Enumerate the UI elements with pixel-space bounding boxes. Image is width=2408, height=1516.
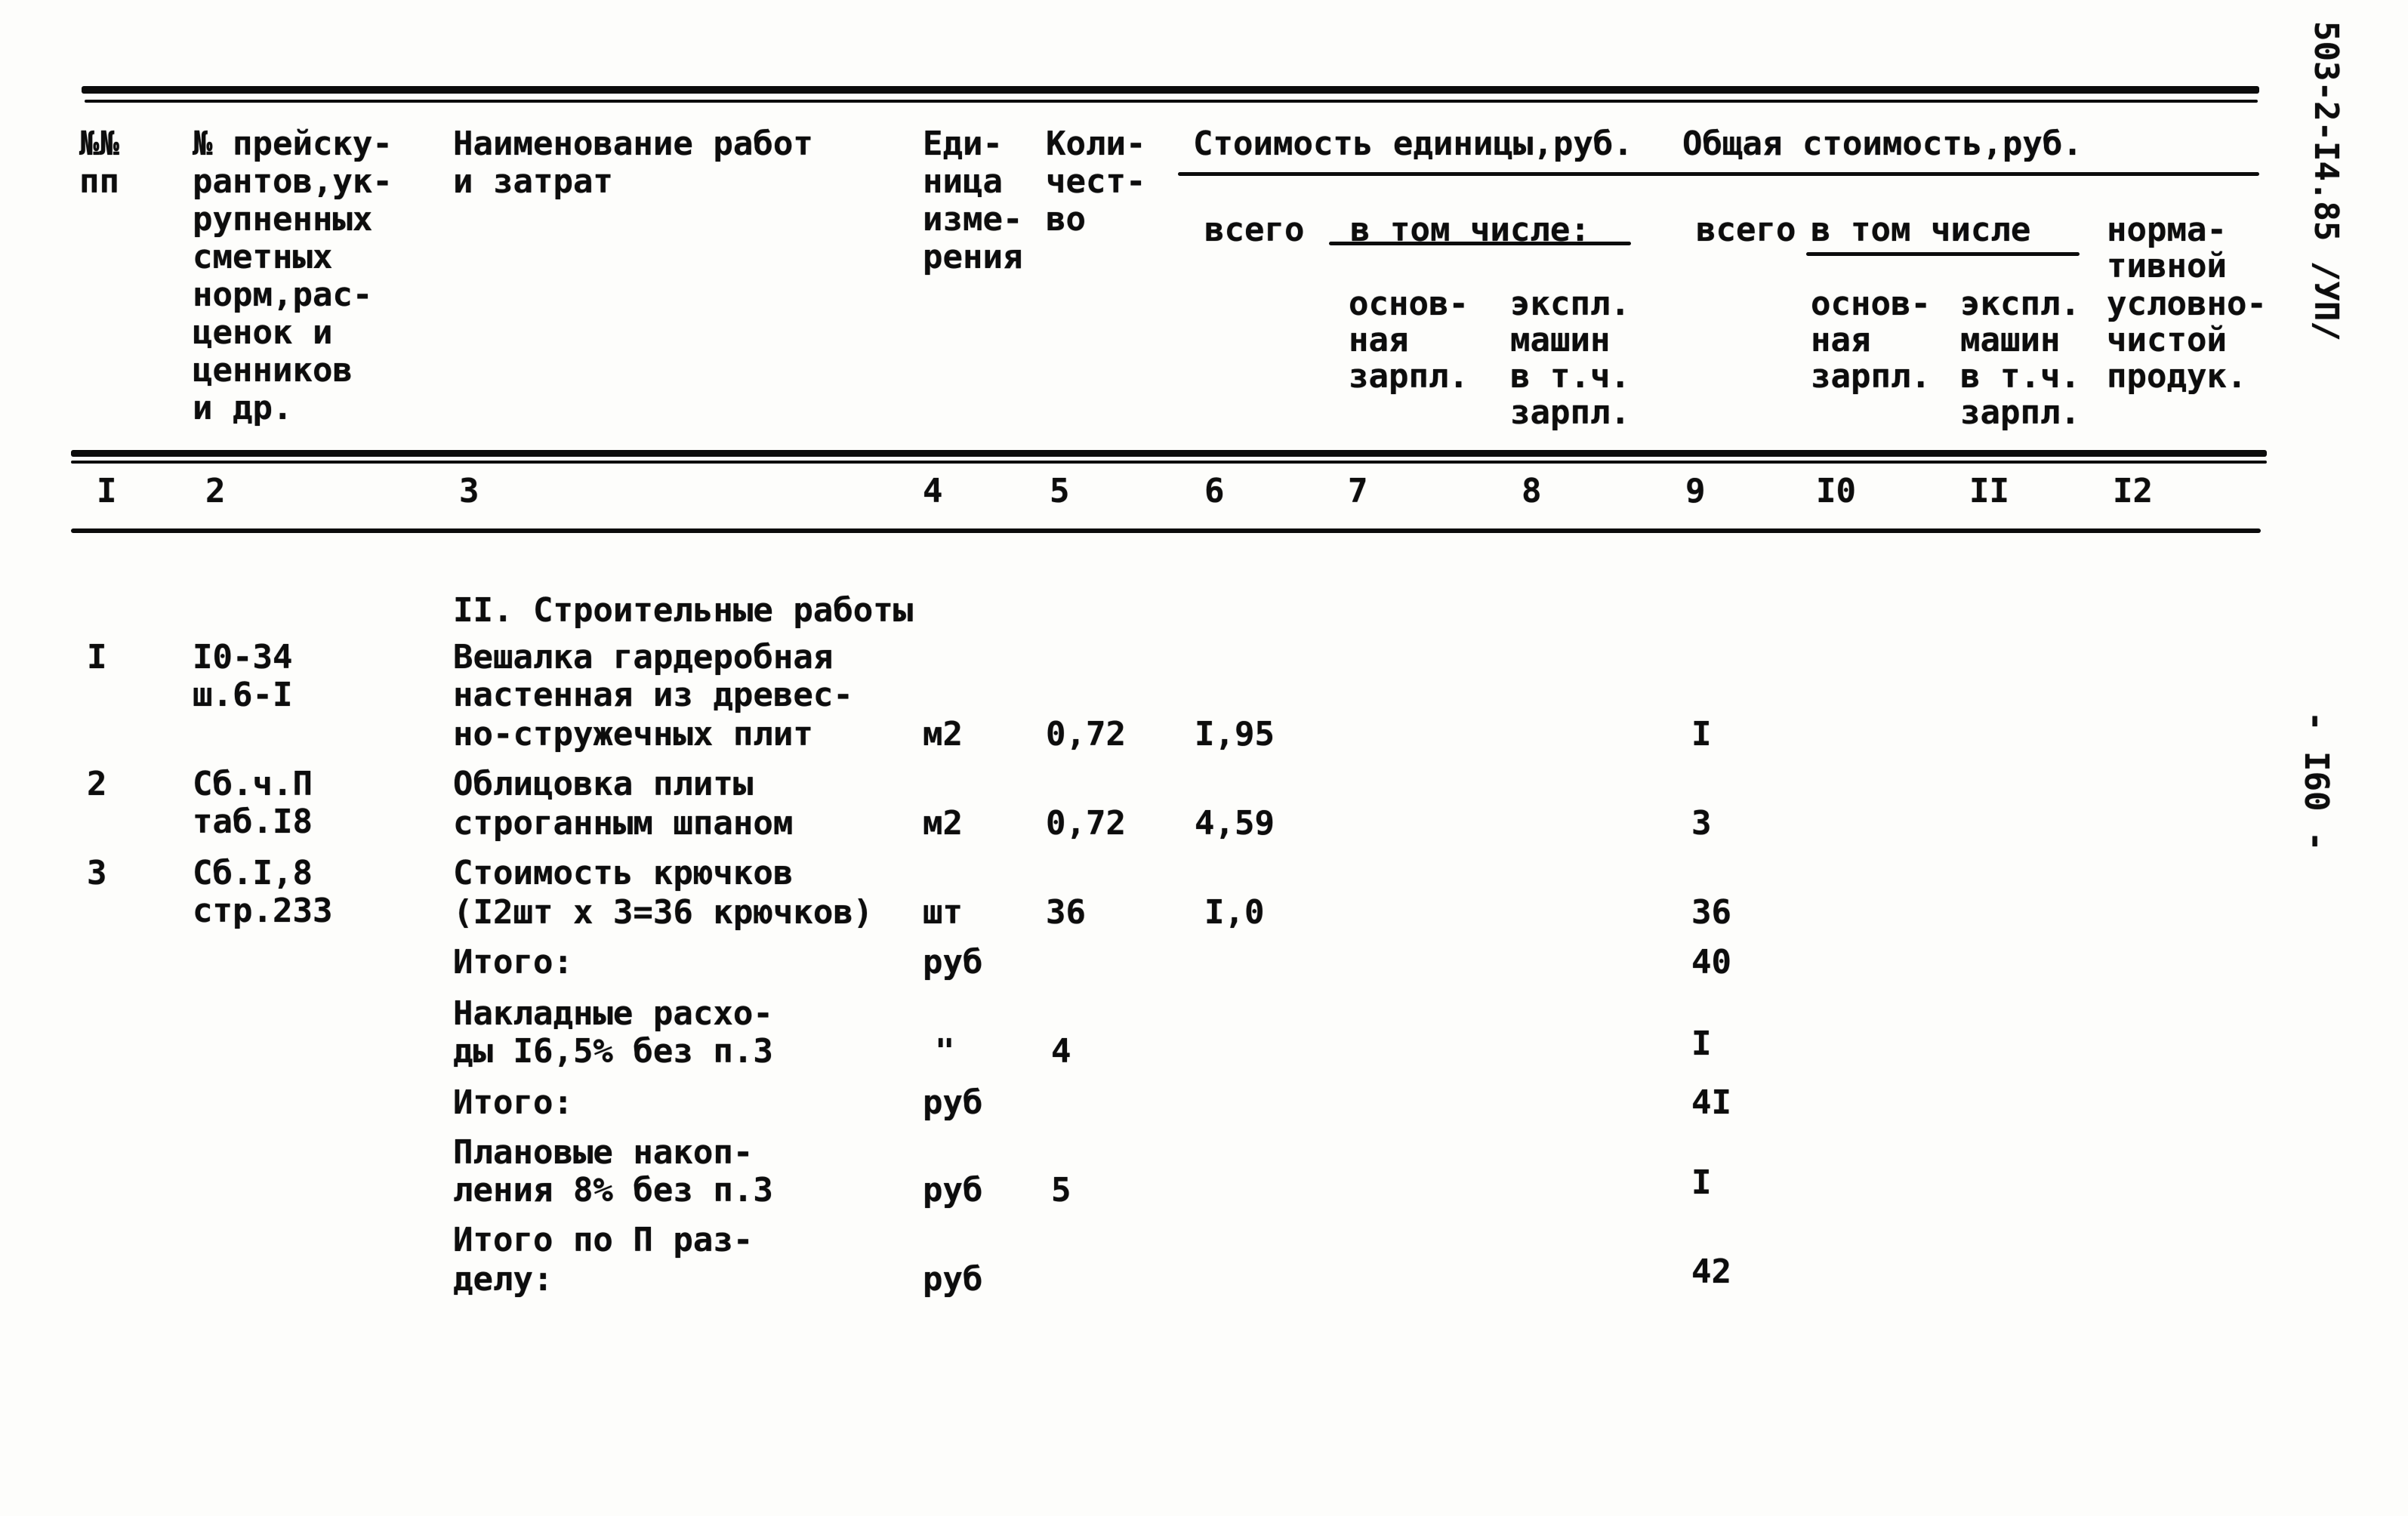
overhead-total-all: I [1691,1025,1712,1063]
row3-num: 3 [87,854,107,892]
subtotal2-total-all: 4I [1691,1083,1731,1122]
section-title: II. Строительные работы [453,591,914,630]
row1-name-line2: настенная из древес- [453,676,853,714]
row1-total-all: I [1691,715,1712,753]
subtotal1-unit: руб [923,943,983,981]
row3-unitcost-all: I,0 [1204,893,1265,932]
overhead-unit-ditto: " [935,1032,955,1071]
header-priceref-line8: и др. [193,389,293,427]
row1-name-line3: но-стружечных плит [453,715,813,753]
header-workname-line1: Наименование работ [453,125,813,163]
row2-qty: 0,72 [1046,804,1126,843]
colnum-12: I2 [2113,472,2153,510]
header-unitcost-title: Стоимость единицы,руб. [1193,125,1633,163]
sectiontotal-total-all: 42 [1691,1253,1731,1291]
header-totalcost-vsego: всего [1696,211,1796,249]
header-priceref-line6: ценок и [193,313,333,352]
header-bottom-rule-thin [71,461,2267,464]
header-norm-line2: тивной [2107,247,2227,285]
header-qty-line3: во [1046,200,1086,239]
header-totalcost-expl-line1: экспл. [1960,285,2080,323]
header-totalcost-expl-line4: зарпл. [1960,393,2080,432]
row3-unit: шт [923,893,963,932]
header-unit-line2: ница [923,162,1003,201]
colnum-9: 9 [1685,472,1706,510]
header-priceref-line3: рупненных [193,200,373,239]
series-code-label: 503-2-I4.85 /УП/ [2307,21,2345,341]
row1-ref-line2: ш.6-I [193,676,293,714]
row2-ref-line2: таб.I8 [193,803,313,841]
header-norm-line3: условно- [2107,285,2267,323]
sectiontotal-name-line2: делу: [453,1260,553,1299]
header-unitcost-vtom: в том числе: [1350,211,1590,249]
row1-name-line1: Вешалка гардеробная [453,638,834,676]
header-unitcost-osn-line2: ная [1349,321,1409,359]
row3-total-all: 36 [1691,893,1731,932]
header-unitcost-expl-line2: машин [1510,321,1611,359]
sectiontotal-unit: руб [923,1260,983,1299]
overhead-qty: 4 [1051,1032,1071,1071]
header-unitcost-vsego: всего [1204,211,1305,249]
row1-qty: 0,72 [1046,715,1126,753]
header-bottom-rule-thick [71,450,2267,457]
header-norm-line4: чистой [2107,321,2227,359]
subtotal2-unit: руб [923,1083,983,1122]
header-totalcost-osn-line2: ная [1811,321,1871,359]
header-priceref-line1: № прейску- [193,125,393,163]
header-totalcost-vtom: в том числе [1811,211,2031,249]
row2-name-line1: Облицовка плиты [453,765,754,803]
header-workname-line2: и затрат [453,162,613,201]
row2-unitcost-all: 4,59 [1195,804,1275,843]
colnum-6: 6 [1204,472,1225,510]
header-qty-line1: Коли- [1046,125,1146,163]
row1-ref-line1: I0-34 [193,638,293,676]
colnum-bottom-rule [71,528,2261,533]
cost-header-underline [1178,172,2259,176]
planned-name-line1: Плановые накоп- [453,1133,754,1172]
overhead-name-line1: Накладные расхо- [453,994,773,1033]
colnum-11: II [1969,472,2009,510]
subtotal1-total-all: 40 [1691,943,1731,981]
planned-qty: 5 [1051,1171,1071,1209]
row3-name-line1: Стоимость крючков [453,854,794,892]
row1-unitcost-all: I,95 [1195,715,1275,753]
row2-ref-line1: Сб.ч.П [193,765,313,803]
colnum-8: 8 [1522,472,1542,510]
row1-num: I [87,638,107,676]
planned-total-all: I [1691,1163,1712,1202]
header-unitcost-osn-line3: зарпл. [1349,357,1469,396]
header-unit-line1: Еди- [923,125,1003,163]
colnum-10: I0 [1816,472,1856,510]
total-vtom-underline [1806,252,2080,256]
overhead-name-line2: ды I6,5% без п.3 [453,1032,773,1071]
colnum-1: I [97,472,117,510]
subtotal1-label: Итого: [453,943,573,981]
row3-qty: 36 [1046,893,1086,932]
header-unitcost-expl-line1: экспл. [1510,285,1630,323]
row2-num: 2 [87,765,107,803]
row2-name-line2: строганным шпаном [453,804,794,843]
colnum-5: 5 [1050,472,1070,510]
header-unitcost-osn-line1: основ- [1349,285,1469,323]
page-number-label: - I60 - [2297,711,2336,852]
top-rule-thin [85,100,2258,103]
colnum-4: 4 [923,472,943,510]
planned-name-line2: ления 8% без п.3 [453,1171,773,1209]
header-unitcost-expl-line3: в т.ч. [1510,357,1630,396]
header-priceref-line7: ценников [193,351,353,390]
header-norm-line5: продук. [2107,357,2247,396]
header-np-line2: пп [79,162,119,201]
header-priceref-line5: норм,рас- [193,276,373,314]
header-norm-line1: норма- [2107,211,2227,249]
header-totalcost-osn-line3: зарпл. [1811,357,1931,396]
colnum-7: 7 [1348,472,1368,510]
row3-name-line2: (I2шт х 3=36 крючков) [453,893,874,932]
colnum-2: 2 [205,472,226,510]
sectiontotal-name-line1: Итого по П раз- [453,1221,754,1259]
header-totalcost-osn-line1: основ- [1811,285,1931,323]
row1-unit: м2 [923,715,963,753]
header-unitcost-expl-line4: зарпл. [1510,393,1630,432]
header-totalcost-title: Общая стоимость,руб. [1682,125,2083,163]
header-qty-line2: чест- [1046,162,1146,201]
header-unit-line3: изме- [923,200,1023,239]
row3-ref-line1: Сб.I,8 [193,854,313,892]
header-priceref-line4: сметных [193,238,333,276]
planned-unit: руб [923,1171,983,1209]
colnum-3: 3 [459,472,479,510]
row3-ref-line2: стр.233 [193,892,333,930]
header-totalcost-expl-line3: в т.ч. [1960,357,2080,396]
header-unit-line4: рения [923,238,1023,276]
header-np-line1: №№ [79,125,119,163]
header-priceref-line2: рантов,ук- [193,162,393,201]
header-totalcost-expl-line2: машин [1960,321,2061,359]
row2-unit: м2 [923,804,963,843]
row2-total-all: 3 [1691,804,1712,843]
top-rule-thick [82,86,2259,94]
subtotal2-label: Итого: [453,1083,573,1122]
